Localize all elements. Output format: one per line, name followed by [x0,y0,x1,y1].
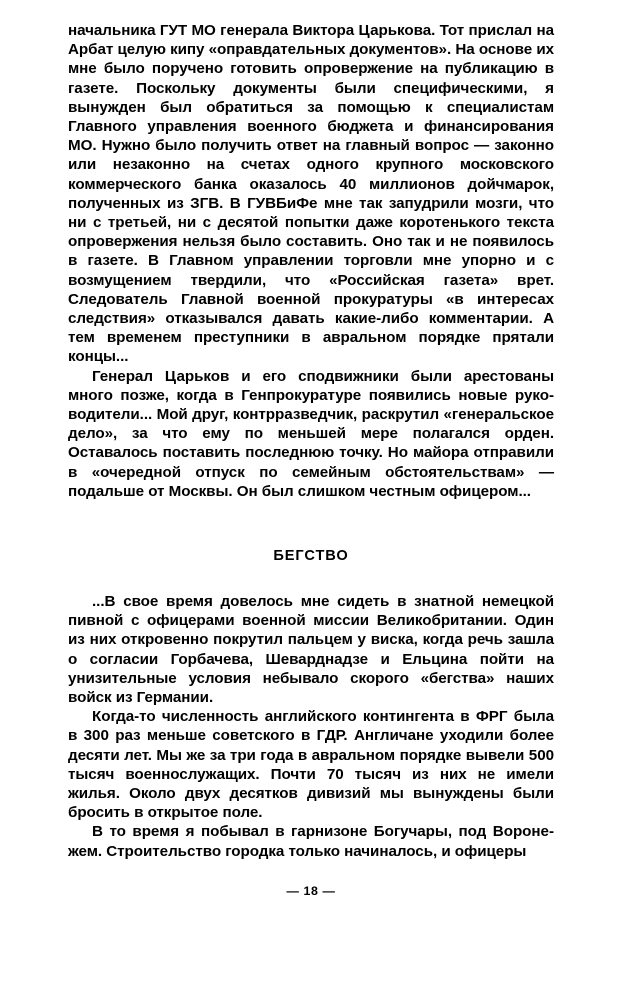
body-text-lower [68,592,554,861]
section-heading: БЕГСТВО [273,548,349,564]
paragraph: ...В свое время довелось мне сидеть в знатной немецкой пивной с офицерами военной миссии Великобритании. Один из них откровенно покрутил пальцем у виска, когда речь зашла о согласии Горбачева, Шеварднадзе и Ельцина пойти на унизительные условия небывало скорого «бегства» наших войск из Германии. [68,593,554,707]
paragraph: Генерал Царьков и его сподвижники были арестованы много позже, когда в Генпрокуратуре появились новые руководители... Мой друг, контрразведчик, раскрутил «генеральское дело», за что ему по меньшей мере полагался орден. Оставалось поставить последнюю точку. Но майора отправили в «очередной отпуск по семейным обстоятельствам» — подальше от Москвы. Он был слишком честным офицером... [68,367,554,500]
paragraph: Когда-то численность английского контингента в ФРГ была в 300 раз меньше советского в ГДР. Англичане уходили более десяти лет. Мы же за три года в авральном порядке вывели 500 тысяч военнослужащих. Почти 70 тысяч из них не имели жилья. Около двух десятков дивизий мы вынуждены были бросить в открытое поле. [68,708,554,822]
paragraph: начальника ГУТ МО генерала Виктора Царькова. Тот прислал на Арбат целую кипу «оправдательных документов». На основе их мне было поручено готовить опровержение на публикацию в газете. Поскольку документы были специфическими, я вынужден был обратиться за помощью к специалистам Главного управления военного бюджета и финансирования МО. Нужно было получить ответ на главный вопрос — законно или незаконно на счетах одного крупного московского коммерческого банка оказалось 40 миллионов дойчмарок, полученных из ЗГВ. В ГУВБиФе мне так запудрили мозги, что ни с третьей, ни с десятой попытки даже коротенького текста опровержения нельзя было составить. Оно так и не появилось в газете. В Главном управлении торговли мне упорно и с возмущением твердили, что «Российская газета» врет. Следователь Главной военной прокуратуры «в интересах следствия» отказывался давать какие-либо комментарии. А тем временем преступники в авральном порядке прятали концы... [68,22,554,366]
page-number: — 18 — [286,884,336,898]
paragraph: В то время я побывал в гарнизоне Богучары, под Воронежем. Строительство городка только начиналось, и офицеры [68,823,554,860]
body-text-upper [68,21,554,501]
